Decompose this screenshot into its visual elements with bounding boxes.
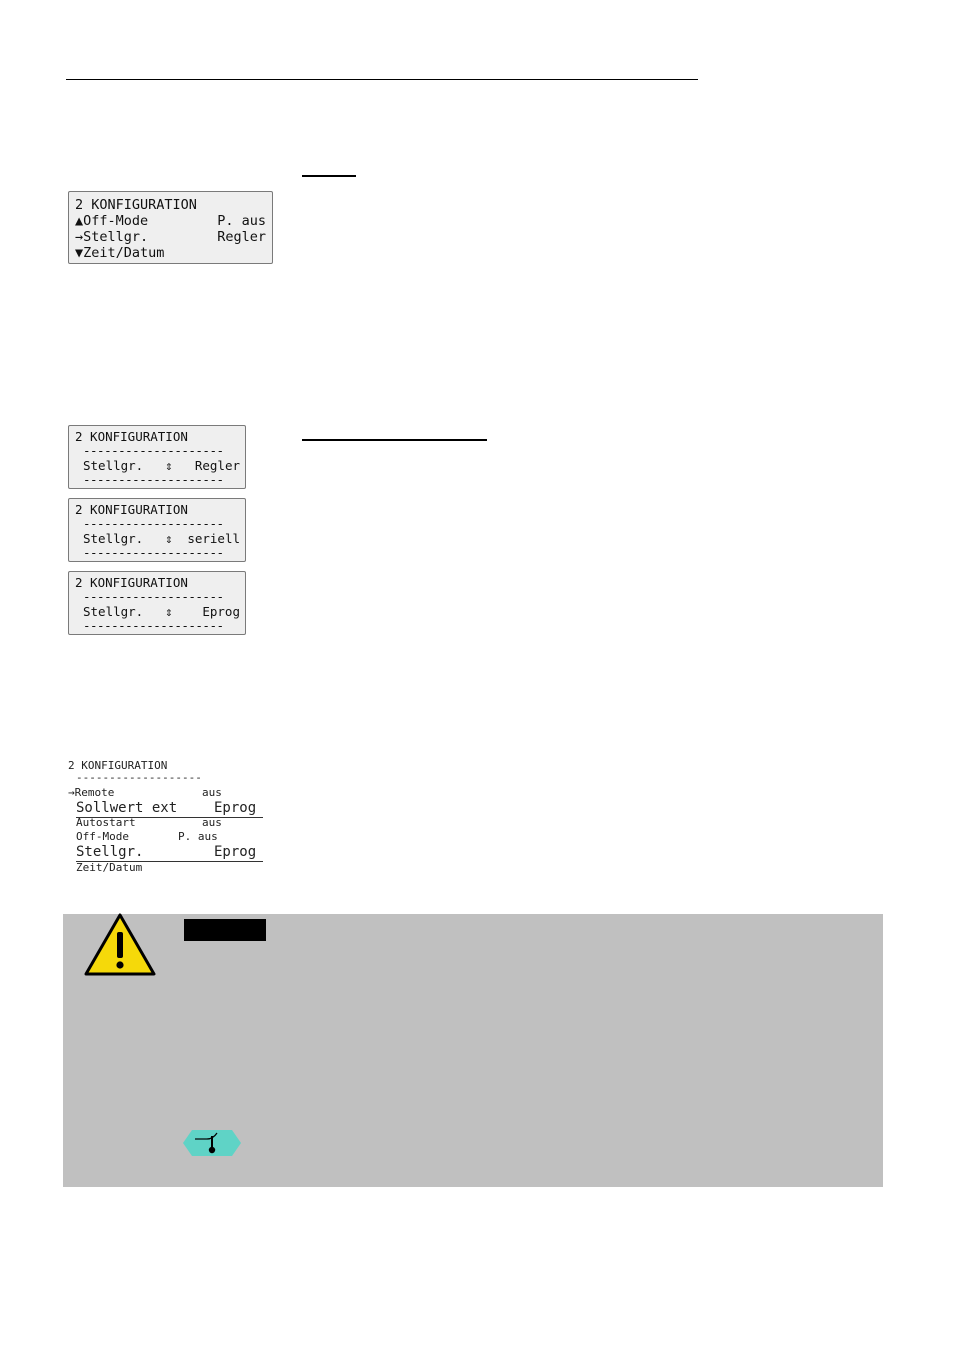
menu-item-stellgr: Stellgr. [76,844,144,860]
lcd-option-seriell [68,498,246,562]
menu-value-off-mode: P. aus [178,830,218,843]
lcd-option-regler [68,425,246,489]
up-down-arrow-icon: ⇕ [165,458,173,473]
lcd-value-off-mode: P. aus [217,213,266,229]
lcd-title: 2 KONFIGURATION [75,575,188,590]
lcd-row-off-mode: ▲Off-Mode [75,213,149,229]
lcd-value: Regler [194,458,240,473]
lcd-option-eprog [68,571,246,635]
menu-value-sollwert: Eprog [214,800,257,816]
lcd-label: Stellgr. [83,458,144,473]
lcd-title: 2 KONFIGURATION [75,502,188,517]
menu-value-stellgr: Eprog [214,844,257,860]
lcd-title: 2 KONFIGURATION [75,197,197,213]
lcd-dashes: -------------------- [83,589,224,604]
lcd-value: seriell [187,531,240,546]
menu-item-autostart: Autostart [76,816,136,829]
menu-tree [68,757,268,877]
menu-item-sollwert: Sollwert ext [76,800,178,816]
warning-triangle-icon [83,912,157,978]
up-down-arrow-icon: ⇕ [165,604,173,619]
lcd-title: 2 KONFIGURATION [75,429,188,444]
header-rule [66,79,698,80]
lcd-dashes: -------------------- [83,516,224,531]
up-down-arrow-icon: ⇕ [165,531,173,546]
menu-dashes: ------------------- [76,771,202,784]
menu-title: 2 KONFIGURATION [68,759,168,772]
menu-value-autostart: aus [202,816,222,829]
lcd-value-stellgr: Regler [217,229,266,245]
lcd-row-zeit: ▼Zeit/Datum [75,245,165,261]
lcd-dashes: -------------------- [83,545,224,560]
lcd-row-stellgr: →Stellgr. [75,229,149,245]
menu-item-remote: →Remote [68,786,115,799]
lcd-value: Eprog [202,604,240,619]
warning-box [63,914,883,1187]
menu-value-remote: aus [202,786,222,799]
lcd-config-menu [68,191,273,264]
lcd-dashes: -------------------- [83,472,224,487]
lcd-dashes: -------------------- [83,618,224,633]
heading-underline-1 [302,175,356,177]
menu-item-off-mode: Off-Mode [76,830,129,843]
lcd-dashes: -------------------- [83,443,224,458]
thermometer-hex-icon [183,1130,241,1156]
menu-item-zeit: Zeit/Datum [76,861,143,874]
lcd-label: Stellgr. [83,531,144,546]
warning-label-bar [184,919,266,941]
heading-underline-2 [302,439,487,441]
lcd-label: Stellgr. [83,604,144,619]
